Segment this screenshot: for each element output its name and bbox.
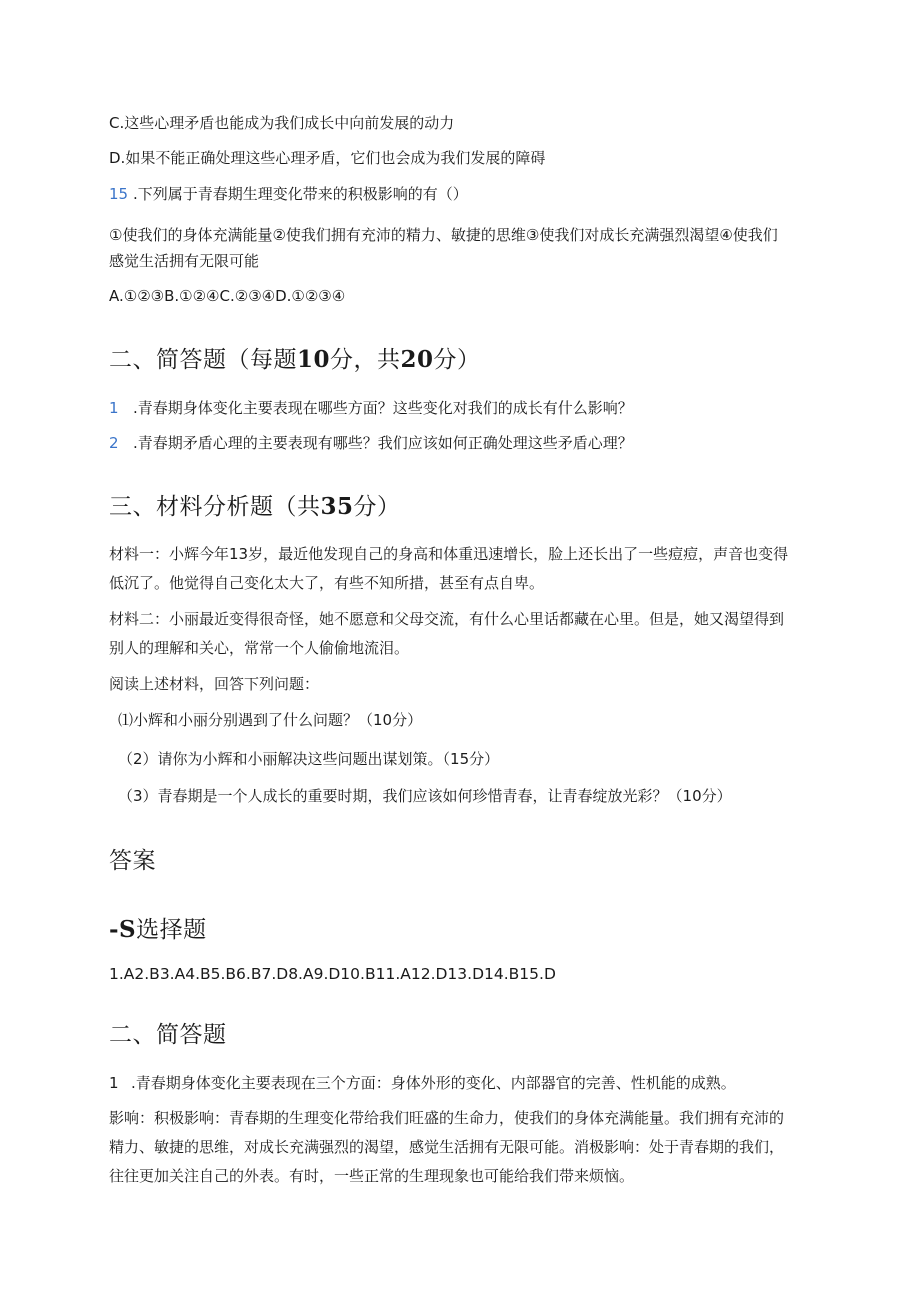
q15-question	[109, 179, 819, 209]
section2-q1-number: 1	[109, 399, 119, 417]
answers-section1-title-suffix: 选择题	[136, 917, 207, 943]
q15-options: A.①②③B.①②④C.②③④D.①②③④	[109, 287, 346, 305]
answer-1-impact-line2: 精力、敏捷的思维，对成长充满强烈的渴望，感觉生活拥有无限可能。消极影响：处于青春期的我们，	[109, 1138, 785, 1156]
q14-option-c: C.这些心理矛盾也能成为我们成长中向前发展的动力	[109, 114, 455, 132]
answers-section1-title-prefix: -S	[109, 916, 137, 943]
section2-q2-text: .青春期矛盾心理的主要表现有哪些？我们应该如何正确处理这些矛盾心理？	[133, 434, 633, 452]
answer-1-impact-line3: 往往更加关注自己的外表。有时，一些正常的生理现象也可能给我们带来烦恼。	[109, 1167, 635, 1185]
q15-statements-line1: ①使我们的身体充满能量②使我们拥有充沛的精力、敏捷的思维③使我们对成长充满强烈渴望④使我们	[109, 226, 778, 244]
answer-1-number: 1	[109, 1074, 119, 1092]
section3-title	[109, 492, 401, 522]
sub-question-2: （2）请你为小辉和小丽解决这些问题出谋划策。（15分）	[118, 750, 500, 768]
section3-title-prefix: 三、材料分析题（共	[109, 494, 321, 520]
material1-line2: 低沉了。他觉得自己变化太大了，有些不知所措，甚至有点自卑。	[109, 574, 545, 592]
section2-q1-text: .青春期身体变化主要表现在哪些方面？这些变化对我们的成长有什么影响？	[133, 399, 633, 417]
q14-option-d: D.如果不能正确处理这些心理矛盾，它们也会成为我们发展的障碍	[109, 149, 546, 167]
section2-title-mid: 分，共	[330, 347, 401, 373]
section2-q2-number: 2	[109, 434, 119, 452]
section2-title-num1: 10	[297, 346, 331, 373]
choice-answers: 1.A2.B3.A4.B5.B6.B7.D8.A9.D10.B11.A12.D13.D14.B15.D	[109, 965, 556, 983]
section2-title-num2: 20	[400, 346, 434, 373]
answers-title: 答案	[109, 848, 156, 874]
material1-line1: 材料一：小辉今年13岁，最近他发现自己的身高和体重迅速增长，脸上还长出了一些痘痘，声音也变得	[109, 545, 789, 563]
answer-1	[109, 1068, 819, 1098]
section2-title	[109, 345, 481, 375]
material2-line2: 别人的理解和关心，常常一个人偷偷地流泪。	[109, 639, 410, 657]
answers-section1-title	[109, 915, 207, 945]
answers-section2-title: 二、简答题	[109, 1022, 227, 1048]
section3-title-num: 35	[320, 493, 354, 520]
section2-question-1	[109, 393, 819, 423]
answer-1-impact-line1: 影响：积极影响：青春期的生理变化带给我们旺盛的生命力，使我们的身体充满能量。我们拥有充沛的	[109, 1109, 785, 1127]
sub-question-3: （3）青春期是一个人成长的重要时期，我们应该如何珍惜青春，让青春绽放光彩？（10分）	[118, 787, 732, 805]
q15-text: .下列属于青春期生理变化带来的积极影响的有（）	[133, 185, 468, 203]
material2-line1: 材料二：小丽最近变得很奇怪，她不愿意和父母交流，有什么心里话都藏在心里。但是，她又渴望得到	[109, 610, 785, 628]
sub-question-1: ⑴小辉和小丽分别遇到了什么问题？（10分）	[118, 711, 423, 729]
reading-instruction: 阅读上述材料，回答下列问题：	[109, 675, 320, 693]
section2-title-suffix: 分）	[433, 347, 481, 373]
q15-number: 15	[109, 185, 129, 203]
section2-title-prefix: 二、简答题（每题	[109, 347, 297, 373]
q15-statements-line2: 感觉生活拥有无限可能	[109, 252, 260, 270]
section2-question-2	[109, 428, 819, 458]
answer-1-text: .青春期身体变化主要表现在三个方面：身体外形的变化、内部器官的完善、性机能的成熟。	[131, 1074, 736, 1092]
section3-title-suffix: 分）	[353, 494, 401, 520]
